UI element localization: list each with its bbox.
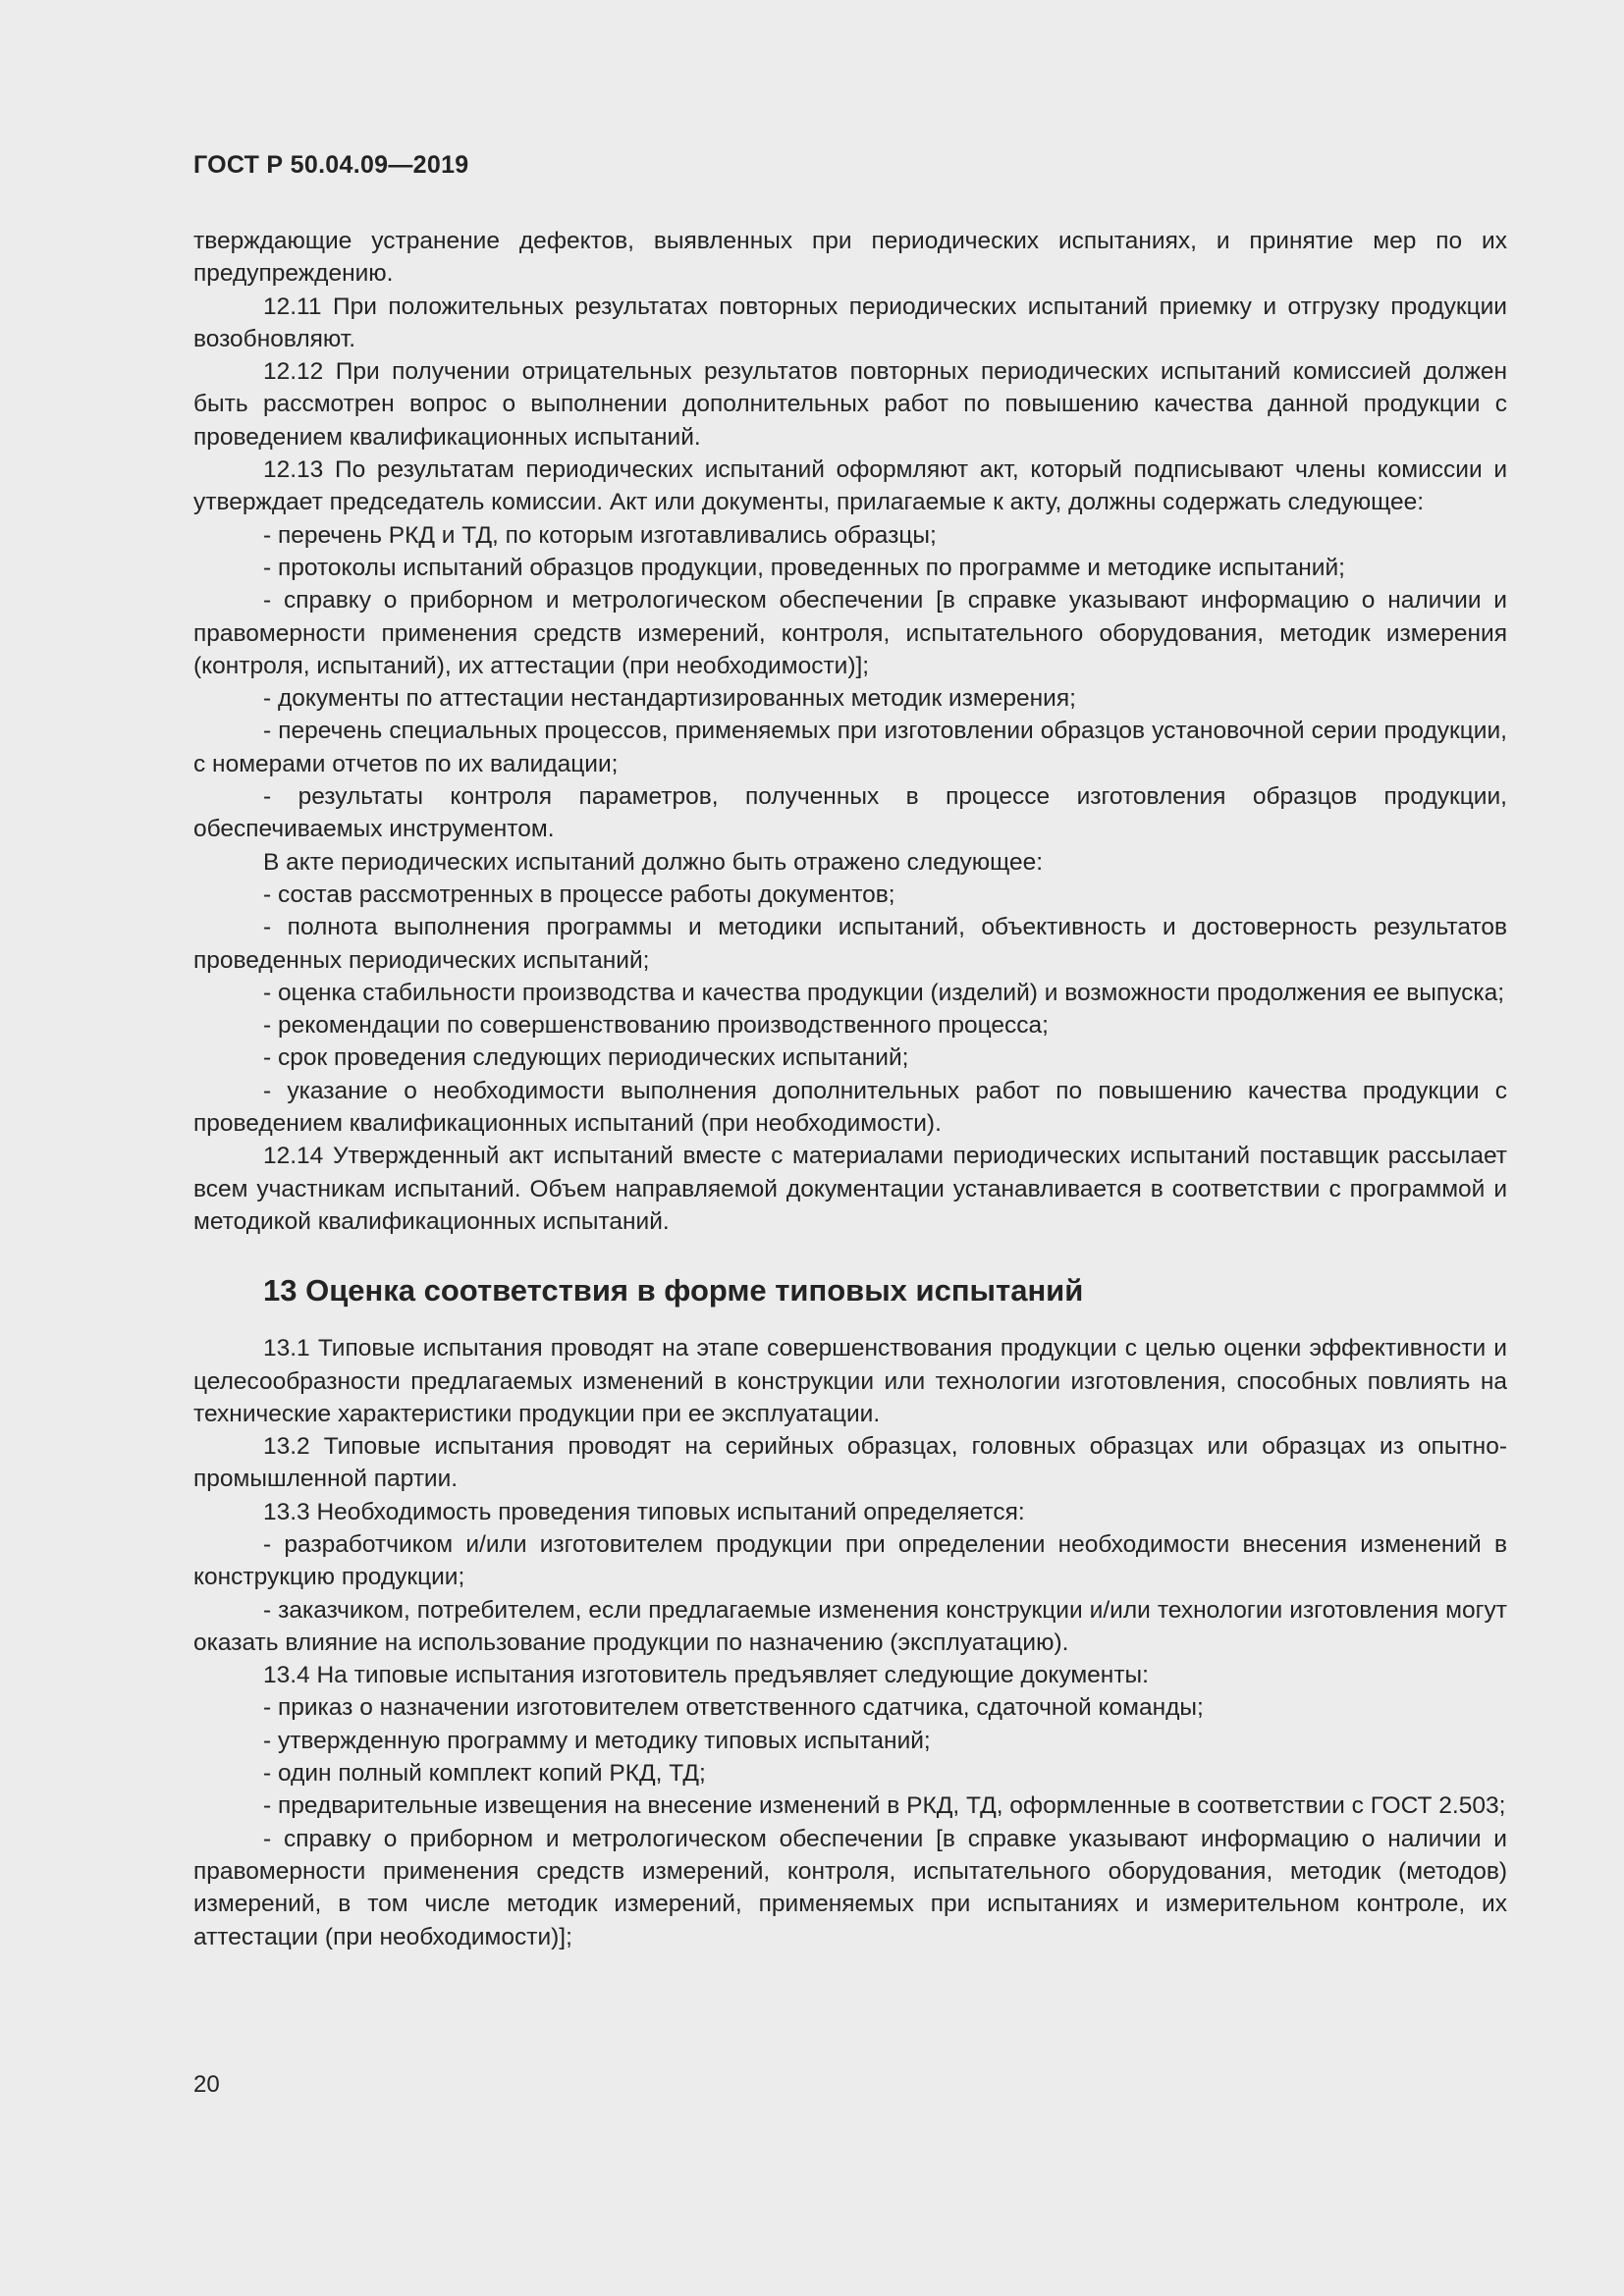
- paragraph: 13.4 На типовые испытания изготовитель предъявляет следующие документы:: [263, 1662, 1149, 1689]
- paragraph: - справку о приборном и метрологическом обеспечении [в справке указывают информацию о наличии и правомерности применения средств измерений, контроля, испытательного оборудования, методик (методов) измерений, в том числе методик измерений, применяемых при испытаниях и измерительном контроле, их аттестации (при необходимости)];: [193, 1825, 1507, 1950]
- paragraph: - перечень РКД и ТД, по которым изготавливались образцы;: [263, 521, 937, 549]
- paragraph: - указание о необходимости выполнения дополнительных работ по повышению качества продукции с проведением квалификационных испытаний (при необходимости).: [193, 1077, 1507, 1138]
- paragraph: 12.12 При получении отрицательных результатов повторных периодических испытаний комиссией должен быть рассмотрен вопрос о выполнении дополнительных работ по повышению качества данной продукции с проведением квалификационных испытаний.: [193, 358, 1507, 451]
- document-body: [193, 225, 1507, 1953]
- paragraph: - полнота выполнения программы и методики испытаний, объективность и достоверность результатов проведенных периодических испытаний;: [193, 914, 1507, 974]
- document-header: ГОСТ Р 50.04.09—2019: [193, 151, 469, 179]
- paragraph: - результаты контроля параметров, полученных в процессе изготовления образцов продукции, обеспечиваемых инструментом.: [193, 783, 1507, 843]
- paragraph: - срок проведения следующих периодических испытаний;: [263, 1044, 909, 1072]
- paragraph: - перечень специальных процессов, применяемых при изготовлении образцов установочной серии продукции, с номерами отчетов по их валидации;: [193, 718, 1507, 777]
- section-heading: 13 Оценка соответствия в форме типовых испытаний: [263, 1273, 1084, 1308]
- paragraph: тверждающие устранение дефектов, выявленных при периодических испытаниях, и принятие мер по их предупреждению.: [193, 228, 1507, 288]
- paragraph: 12.14 Утвержденный акт испытаний вместе с материалами периодических испытаний поставщик рассылает всем участникам испытаний. Объем направляемой документации устанавливается в соответствии с программой и методикой квалификационных испытаний.: [193, 1143, 1507, 1235]
- paragraph: - разработчиком и/или изготовителем продукции при определении необходимости внесения изменений в конструкцию продукции;: [193, 1530, 1507, 1591]
- paragraph: - утвержденную программу и методику типовых испытаний;: [263, 1727, 931, 1754]
- paragraph: - протоколы испытаний образцов продукции, проведенных по программе и методике испытаний;: [263, 554, 1345, 581]
- paragraph: В акте периодических испытаний должно быть отражено следующее:: [263, 848, 1044, 876]
- paragraph: 13.1 Типовые испытания проводят на этапе совершенствования продукции с целью оценки эффективности и целесообразности предлагаемых изменений в конструкции или технологии изготовления, способных повлиять на технические характеристики продукции при ее эксплуатации.: [193, 1335, 1507, 1427]
- paragraph: - один полный комплект копий РКД, ТД;: [263, 1760, 706, 1788]
- paragraph: 13.3 Необходимость проведения типовых испытаний определяется:: [263, 1498, 1025, 1525]
- paragraph: - рекомендации по совершенствованию производственного процесса;: [263, 1012, 1049, 1040]
- paragraph: - оценка стабильности производства и качества продукции (изделий) и возможности продолжения ее выпуска;: [263, 979, 1505, 1006]
- paragraph: - состав рассмотренных в процессе работы документов;: [263, 881, 895, 908]
- paragraph: - заказчиком, потребителем, если предлагаемые изменения конструкции и/или технологии изготовления могут оказать влияние на использование продукции по назначению (эксплуатацию).: [193, 1596, 1507, 1656]
- paragraph: - справку о приборном и метрологическом обеспечении [в справке указывают информацию о наличии и правомерности применения средств измерений, контроля, испытательного оборудования, методик измерения (контроля, испытаний), их аттестации (при необходимости)];: [193, 587, 1507, 679]
- paragraph: - документы по аттестации нестандартизированных методик измерения;: [263, 685, 1076, 713]
- paragraph: 12.13 По результатам периодических испытаний оформляют акт, который подписывают члены комиссии и утверждает председатель комиссии. Акт или документы, прилагаемые к акту, должны содержать следующее:: [193, 456, 1507, 516]
- paragraph: 12.11 При положительных результатах повторных периодических испытаний приемку и отгрузку продукции возобновляют.: [193, 293, 1507, 352]
- paragraph: - приказ о назначении изготовителем ответственного сдатчика, сдаточной команды;: [263, 1694, 1204, 1722]
- paragraph: 13.2 Типовые испытания проводят на серийных образцах, головных образцах или образцах из опытно-промышленной партии.: [193, 1433, 1507, 1493]
- page-number: 20: [193, 2071, 220, 2098]
- paragraph: - предварительные извещения на внесение изменений в РКД, ТД, оформленные в соответствии с ГОСТ 2.503;: [263, 1792, 1506, 1820]
